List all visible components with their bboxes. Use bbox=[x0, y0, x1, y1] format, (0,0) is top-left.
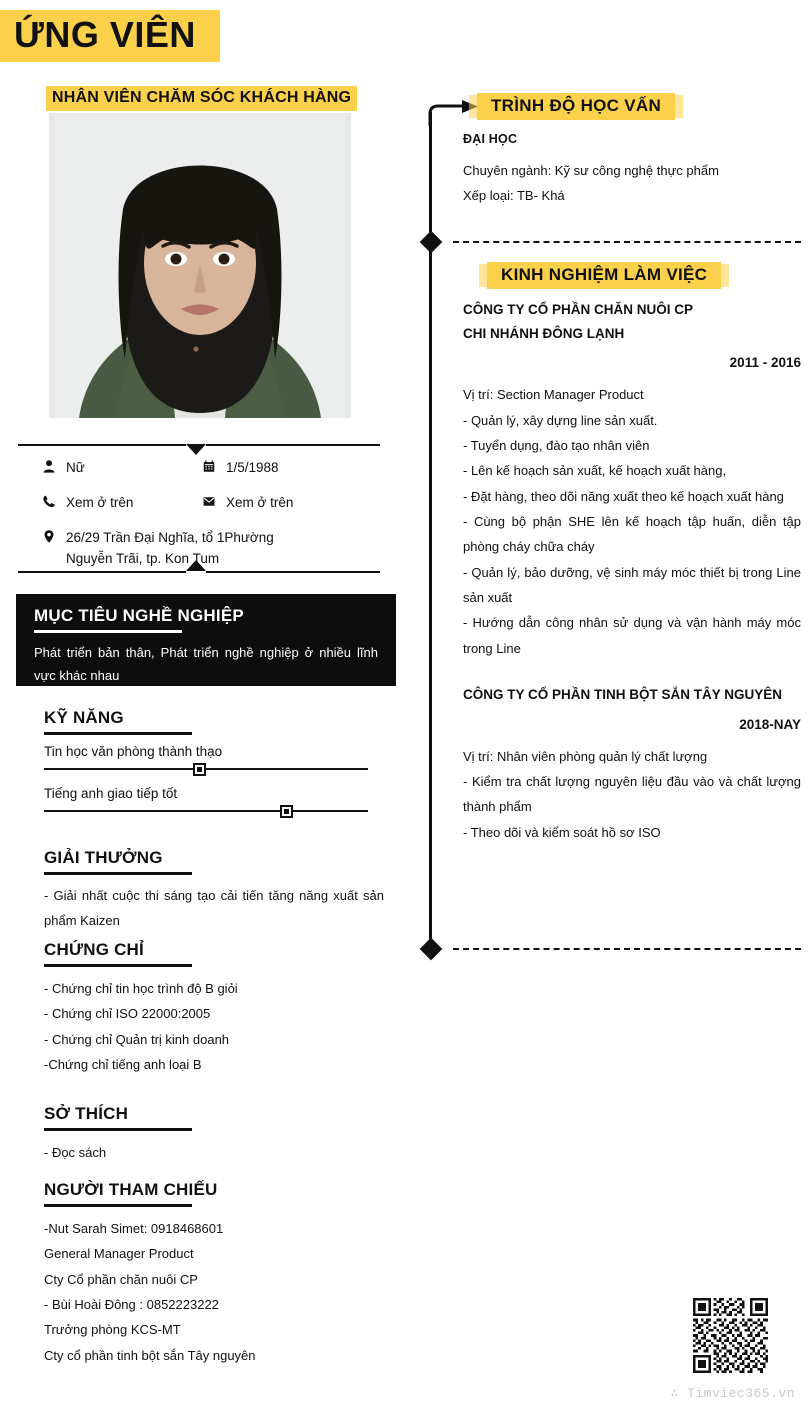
address-value bbox=[66, 528, 274, 570]
certificate-item: - Chứng chỉ Quản trị kinh doanh bbox=[44, 1031, 230, 1047]
job-company: CÔNG TY CỔ PHẦN TINH BỘT SẮN TÂY NGUYÊN bbox=[463, 687, 783, 703]
experience-block bbox=[463, 298, 801, 845]
skill-slider[interactable] bbox=[44, 804, 368, 818]
job-duty: - Lên kế hoạch sản xuất, kế hoạch xuất hàng, bbox=[463, 463, 727, 479]
contact-phone bbox=[42, 493, 202, 514]
reference-item: General Manager Product bbox=[44, 1246, 194, 1262]
education-block bbox=[463, 132, 801, 209]
job-duty: - Kiểm tra chất lượng nguyên liệu đầu vào và chất lượng thành phẩm bbox=[463, 774, 801, 815]
phone-value: Xem ở trên bbox=[66, 494, 134, 510]
awards-underline bbox=[44, 872, 192, 875]
job-duty: - Tuyển dụng, đào tạo nhân viên bbox=[463, 437, 650, 453]
education-major: Chuyên ngành: Kỹ sư công nghệ thực phẩm bbox=[463, 163, 719, 178]
timeline-dash-divider bbox=[453, 241, 801, 243]
hobbies-list bbox=[44, 1140, 384, 1165]
skill-knob[interactable] bbox=[280, 805, 293, 818]
person-icon bbox=[42, 458, 66, 474]
phone-icon bbox=[42, 493, 66, 509]
reference-item: Trưởng phòng KCS-MT bbox=[44, 1322, 181, 1338]
timeline-marker bbox=[420, 231, 443, 254]
qr-code[interactable] bbox=[693, 1298, 768, 1373]
awards-text: - Giải nhất cuộc thi sáng tạo cải tiến tăng năng xuất sản phẩm Kaizen bbox=[44, 888, 384, 928]
education-grade: Xếp loại: TB- Khá bbox=[463, 188, 565, 204]
job-duty: - Quản lý, bảo dưỡng, vệ sinh máy móc thiết bị trong Line sản xuất bbox=[463, 564, 801, 605]
experience-job bbox=[463, 298, 801, 661]
reference-item: -Nut Sarah Simet: 0918468601 bbox=[44, 1221, 224, 1236]
envelope-icon bbox=[202, 493, 226, 509]
objective-underline bbox=[34, 630, 182, 633]
skill-item bbox=[44, 786, 368, 818]
certificates-list bbox=[44, 976, 384, 1077]
job-duty: - Cùng bộ phận SHE lên kế hoạch tập huấn, diễn tập phòng cháy chữa cháy bbox=[463, 513, 801, 555]
education-degree: ĐẠI HỌC bbox=[463, 132, 518, 146]
contact-address bbox=[42, 528, 372, 570]
certificate-item: - Chứng chỉ ISO 22000:2005 bbox=[44, 1006, 211, 1022]
references-section bbox=[44, 1180, 384, 1368]
contact-divider-bottom bbox=[18, 565, 380, 579]
experience-banner bbox=[487, 262, 721, 289]
certificates-underline bbox=[44, 964, 192, 967]
portrait-illustration bbox=[49, 113, 351, 418]
email-value: Xem ở trên bbox=[226, 494, 294, 510]
contact-row bbox=[42, 493, 382, 514]
awards-heading: GIẢI THƯỞNG bbox=[44, 848, 163, 867]
job-duty: - Hướng dẫn công nhân sử dụng và vận hành máy móc trong Line bbox=[463, 615, 801, 656]
job-title-banner bbox=[46, 86, 357, 111]
contact-row bbox=[42, 528, 382, 570]
reference-item: Cty cổ phần tinh bột sắn Tây nguyên bbox=[44, 1347, 256, 1363]
education-heading: TRÌNH ĐỘ HỌC VẤN bbox=[491, 96, 662, 115]
skills-list bbox=[44, 744, 384, 818]
hobby-item: - Đọc sách bbox=[44, 1145, 107, 1160]
hobbies-heading: SỞ THÍCH bbox=[44, 1104, 129, 1123]
certificates-heading: CHỨNG CHỈ bbox=[44, 940, 144, 959]
job-period: 2018-NAY bbox=[739, 716, 801, 732]
certificates-section bbox=[44, 940, 384, 1077]
job-title: NHÂN VIÊN CHĂM SÓC KHÁCH HÀNG bbox=[52, 89, 352, 106]
references-list bbox=[44, 1216, 384, 1368]
experience-heading: KINH NGHIỆM LÀM VIỆC bbox=[501, 265, 708, 284]
location-pin-icon bbox=[42, 528, 66, 544]
address-line-1: 26/29 Trần Đại Nghĩa, tổ 1Phường bbox=[66, 529, 274, 545]
triangle-down-icon bbox=[186, 444, 206, 455]
birthday-value: 1/5/1988 bbox=[226, 460, 279, 475]
watermark: ∴ Timviec365.vn bbox=[670, 1386, 795, 1401]
job-company: CÔNG TY CỔ PHẦN CHĂN NUÔI CP bbox=[463, 302, 694, 317]
experience-job bbox=[463, 683, 801, 845]
candidate-photo bbox=[49, 113, 351, 418]
objective-section bbox=[16, 594, 396, 686]
gender-value: Nữ bbox=[66, 460, 85, 475]
timeline-dash-divider bbox=[453, 948, 801, 950]
references-heading: NGƯỜI THAM CHIẾU bbox=[44, 1180, 218, 1199]
qr-code-icon bbox=[693, 1298, 768, 1373]
education-banner bbox=[477, 93, 675, 120]
contact-email bbox=[202, 493, 362, 514]
page-title: ỨNG VIÊN bbox=[14, 14, 196, 55]
skill-name: Tiếng anh giao tiếp tốt bbox=[44, 786, 178, 801]
reference-item: Cty Cổ phần chăn nuôi CP bbox=[44, 1271, 198, 1287]
job-company-line2: CHI NHÁNH ĐÔNG LẠNH bbox=[463, 325, 625, 341]
skills-heading: KỸ NĂNG bbox=[44, 708, 124, 727]
certificate-item: -Chứng chỉ tiếng anh loại B bbox=[44, 1057, 202, 1073]
job-duty: - Theo dõi và kiểm soát hồ sơ ISO bbox=[463, 824, 661, 840]
hobbies-section bbox=[44, 1104, 384, 1165]
skill-knob[interactable] bbox=[193, 763, 206, 776]
calendar-icon bbox=[202, 458, 226, 474]
skills-section bbox=[44, 708, 384, 828]
skill-slider[interactable] bbox=[44, 762, 368, 776]
contact-divider-top bbox=[18, 438, 380, 452]
awards-section bbox=[44, 848, 384, 933]
timeline-marker bbox=[420, 938, 443, 961]
job-duty: - Đặt hàng, theo dõi năng xuất theo kế hoạch xuất hàng bbox=[463, 488, 784, 504]
reference-item: - Bùi Hoài Đông : 0852223222 bbox=[44, 1297, 219, 1313]
right-column bbox=[415, 0, 811, 1409]
certificate-item: - Chứng chỉ tin học trình độ B giỏi bbox=[44, 981, 238, 996]
job-position: Vị trí: Section Manager Product bbox=[463, 387, 644, 403]
job-period: 2011 - 2016 bbox=[729, 355, 801, 371]
contact-gender bbox=[42, 458, 202, 479]
objective-heading: MỤC TIÊU NGHỀ NGHIỆP bbox=[34, 606, 244, 625]
objective-text: Phát triển bản thân, Phát triển nghề nghiệp ở nhiều lĩnh vực khác nhau bbox=[34, 645, 378, 683]
skill-name: Tin học văn phòng thành thạo bbox=[44, 744, 223, 759]
skill-item bbox=[44, 744, 368, 776]
job-duty: - Quản lý, xây dựng line sản xuất. bbox=[463, 412, 658, 428]
contact-row bbox=[42, 458, 382, 479]
skill-track bbox=[44, 810, 368, 812]
references-underline bbox=[44, 1204, 192, 1207]
contact-birthday bbox=[202, 458, 362, 479]
address-line-2: Nguyễn Trãi, tp. Kon Tum bbox=[66, 550, 220, 566]
hobbies-underline bbox=[44, 1128, 192, 1131]
candidate-banner bbox=[0, 10, 220, 62]
triangle-up-icon bbox=[186, 560, 206, 571]
job-position: Vị trí: Nhân viên phòng quản lý chất lượng bbox=[463, 748, 708, 764]
skills-underline bbox=[44, 732, 192, 735]
